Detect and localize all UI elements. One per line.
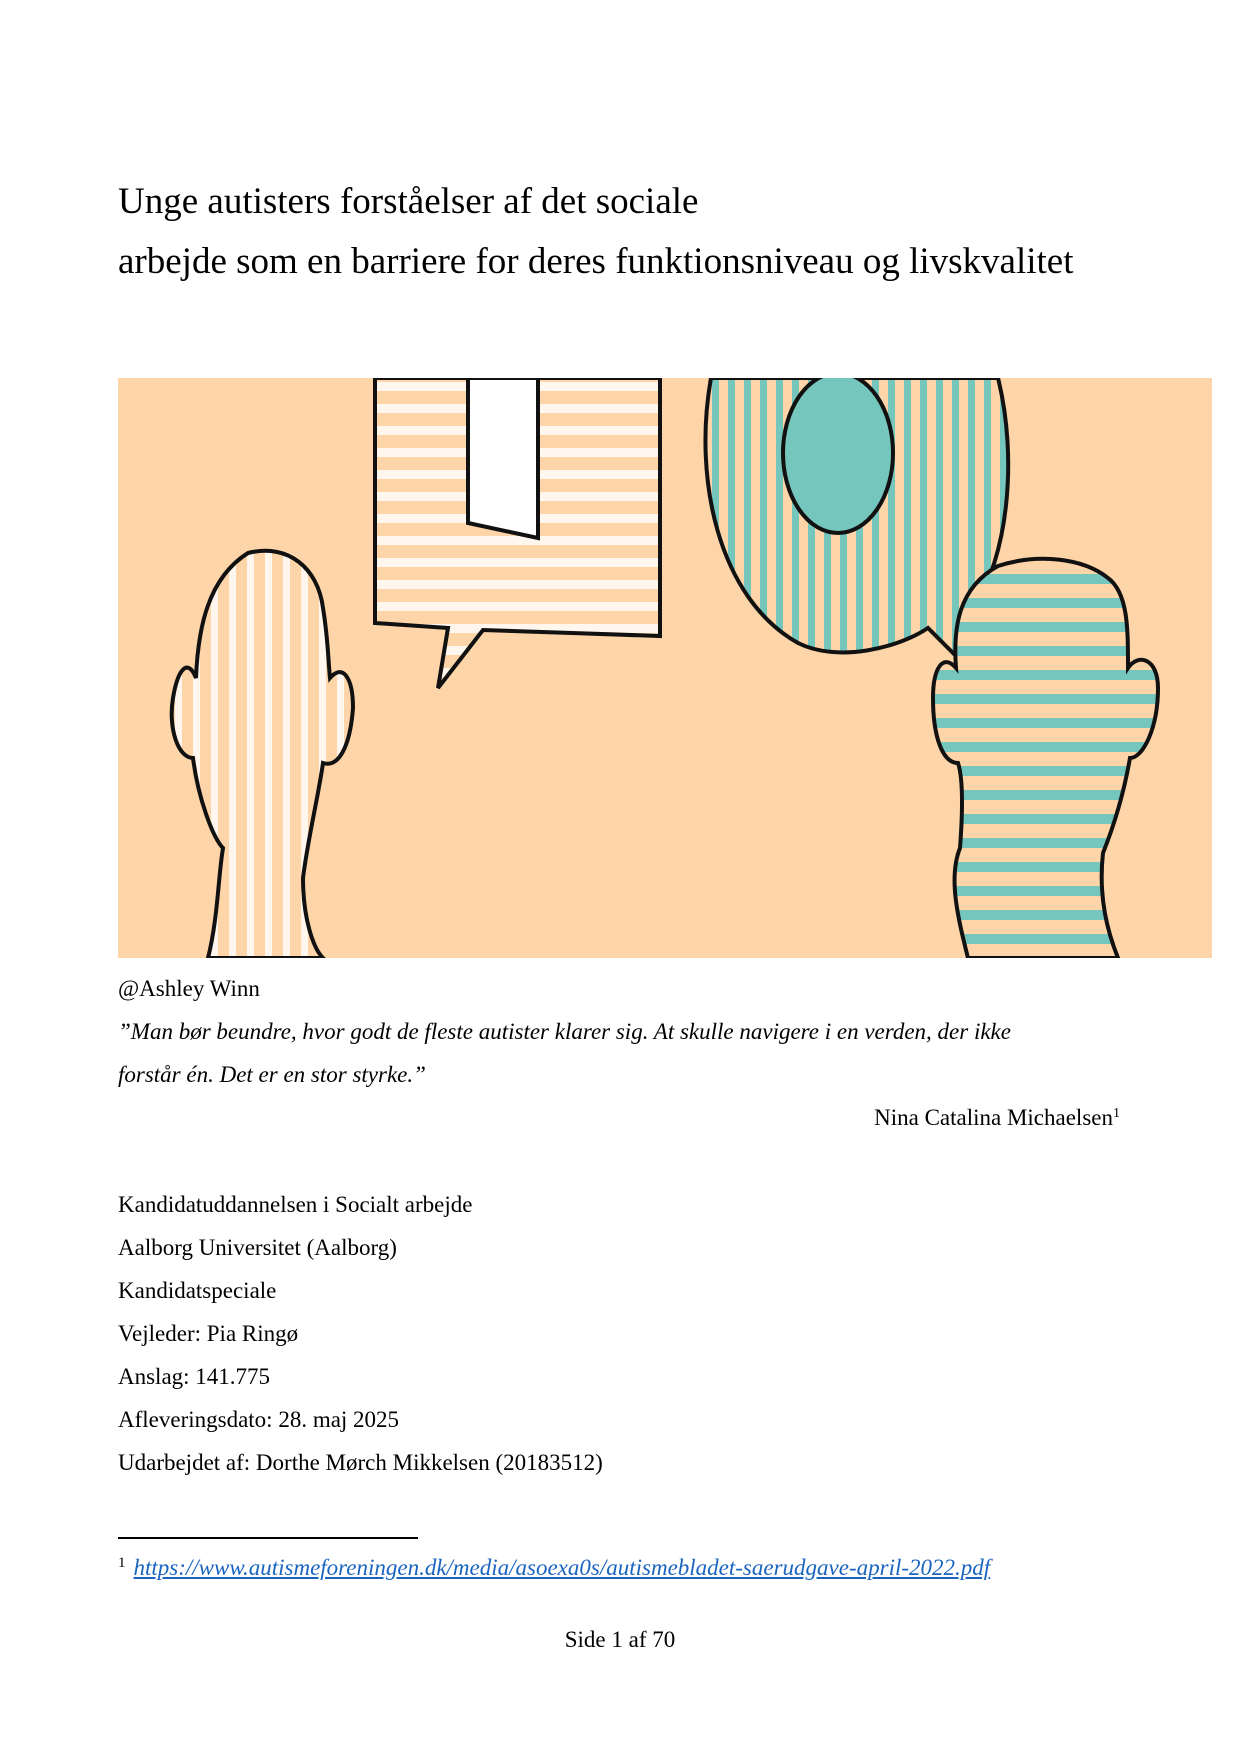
page-number: Side 1 af 70 bbox=[564, 1627, 676, 1652]
footnote-separator bbox=[118, 1537, 418, 1539]
quote-line-1: ”Man bør beundre, hvor godt de fleste autister klarer sig. At skulle navigere i en verden, der ikke bbox=[118, 1019, 1011, 1044]
quote-line-2: forstår én. Det er en stor styrke.” bbox=[118, 1062, 426, 1087]
info-character-count: Anslag: 141.775 bbox=[118, 1364, 271, 1389]
info-author: Udarbejdet af: Dorthe Mørch Mikkelsen (20183512) bbox=[118, 1450, 603, 1475]
info-university: Aalborg Universitet (Aalborg) bbox=[118, 1235, 397, 1260]
footnote bbox=[118, 1553, 990, 1586]
left-head bbox=[172, 551, 353, 958]
info-program: Kandidatuddannelsen i Socialt arbejde bbox=[118, 1192, 473, 1217]
title-line-2: arbejde som en barriere for deres funktionsniveau og livskvalitet bbox=[118, 241, 1074, 282]
title-line-1: Unge autisters forståelser af det sociale bbox=[118, 181, 699, 222]
footnote-reference[interactable]: 1 bbox=[1113, 1106, 1120, 1121]
info-thesis-type: Kandidatspeciale bbox=[118, 1278, 277, 1303]
right-head bbox=[933, 559, 1158, 958]
quote-attribution bbox=[874, 1103, 1120, 1133]
info-submission-date: Afleveringsdato: 28. maj 2025 bbox=[118, 1407, 400, 1432]
image-credit: @Ashley Winn bbox=[118, 976, 260, 1001]
footnote-link[interactable]: https://www.autismeforeningen.dk/media/asoexa0s/autismebladet-saerudgave-april-2022.pdf bbox=[133, 1555, 991, 1580]
cover-illustration bbox=[118, 378, 1212, 958]
attribution-name: Nina Catalina Michaelsen bbox=[874, 1105, 1113, 1130]
left-speech-bubble bbox=[375, 378, 660, 688]
footnote-number: 1 bbox=[118, 1555, 126, 1571]
info-supervisor: Vejleder: Pia Ringø bbox=[118, 1321, 299, 1346]
